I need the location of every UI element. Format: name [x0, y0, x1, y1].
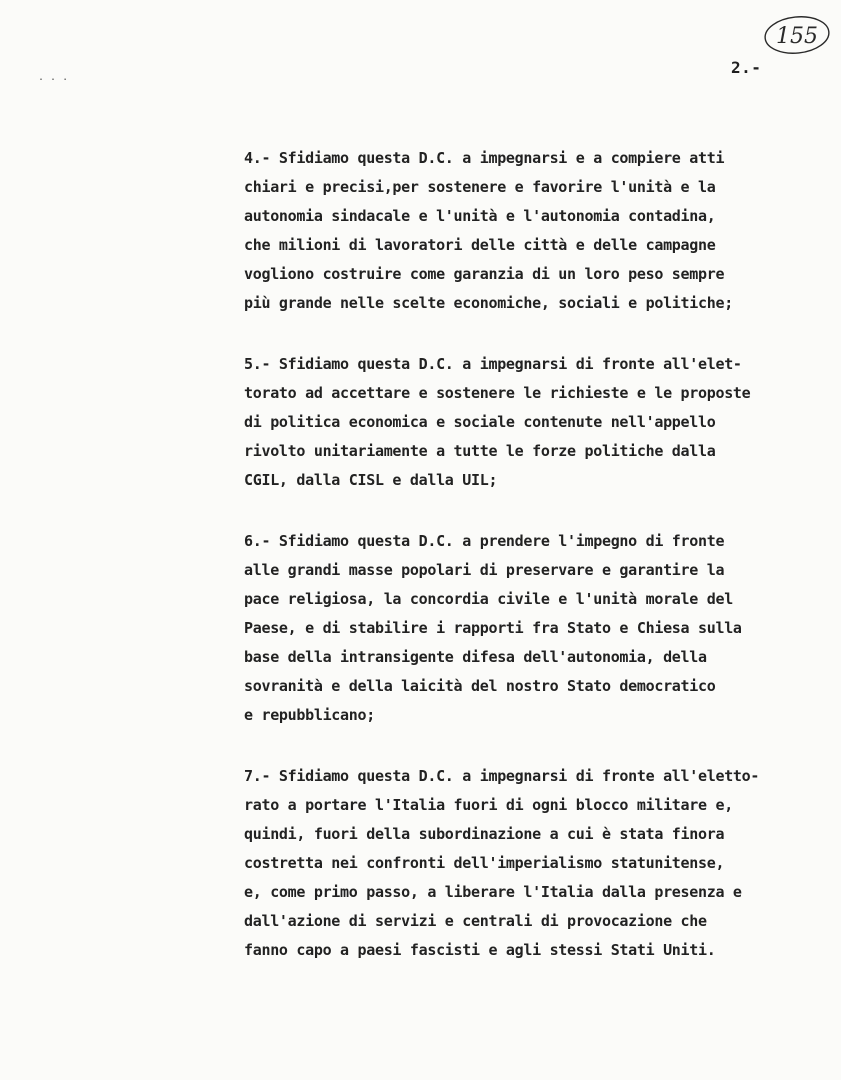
text-line: fanno capo a paesi fascisti e agli stessi Stati Uniti. [244, 941, 716, 959]
text-line: vogliono costruire come garanzia di un loro peso sempre [244, 265, 725, 283]
paragraph-5 [244, 350, 840, 495]
text-line: più grande nelle scelte economiche, sociali e politiche; [244, 294, 733, 312]
text-line: CGIL, dalla CISL e dalla UIL; [244, 471, 498, 489]
text-line: 5.- Sfidiamo questa D.C. a impegnarsi di fronte all'elet- [244, 355, 742, 373]
text-line: autonomia sindacale e l'unità e l'autonomia contadina, [244, 207, 716, 225]
text-line: Paese, e di stabilire i rapporti fra Stato e Chiesa sulla [244, 619, 742, 637]
text-line: rivolto unitariamente a tutte le forze politiche dalla [244, 442, 716, 460]
paragraph-7 [244, 762, 840, 965]
body-text [244, 144, 840, 997]
archive-number-stamp [762, 14, 832, 56]
archive-number-text: 155 [776, 24, 818, 49]
text-line: rato a portare l'Italia fuori di ogni blocco militare e, [244, 796, 733, 814]
text-line: chiari e precisi,per sostenere e favorire l'unità e la [244, 178, 716, 196]
text-line: costretta nei confronti dell'imperialismo statunitense, [244, 854, 725, 872]
text-line: quindi, fuori della subordinazione a cui è stata finora [244, 825, 725, 843]
paragraph-6 [244, 527, 840, 730]
text-line: pace religiosa, la concordia civile e l'unità morale del [244, 590, 733, 608]
page-number: 2.- [731, 58, 762, 77]
handwritten-circle [762, 14, 832, 56]
text-line: di politica economica e sociale contenute nell'appello [244, 413, 716, 431]
text-line: torato ad accettare e sostenere le richieste e le proposte [244, 384, 751, 402]
text-line: e repubblicano; [244, 706, 375, 724]
margin-marks: . . . [38, 72, 69, 83]
text-line: sovranità e della laicità del nostro Stato democratico [244, 677, 716, 695]
text-line: e, come primo passo, a liberare l'Italia dalla presenza e [244, 883, 742, 901]
text-line: base della intransigente difesa dell'autonomia, della [244, 648, 707, 666]
text-line: alle grandi masse popolari di preservare e garantire la [244, 561, 725, 579]
text-line: dall'azione di servizi e centrali di provocazione che [244, 912, 707, 930]
text-line: 7.- Sfidiamo questa D.C. a impegnarsi di fronte all'eletto- [244, 767, 760, 785]
text-line: che milioni di lavoratori delle città e delle campagne [244, 236, 716, 254]
paragraph-4 [244, 144, 840, 318]
text-line: 4.- Sfidiamo questa D.C. a impegnarsi e a compiere atti [244, 149, 725, 167]
text-line: 6.- Sfidiamo questa D.C. a prendere l'impegno di fronte [244, 532, 725, 550]
